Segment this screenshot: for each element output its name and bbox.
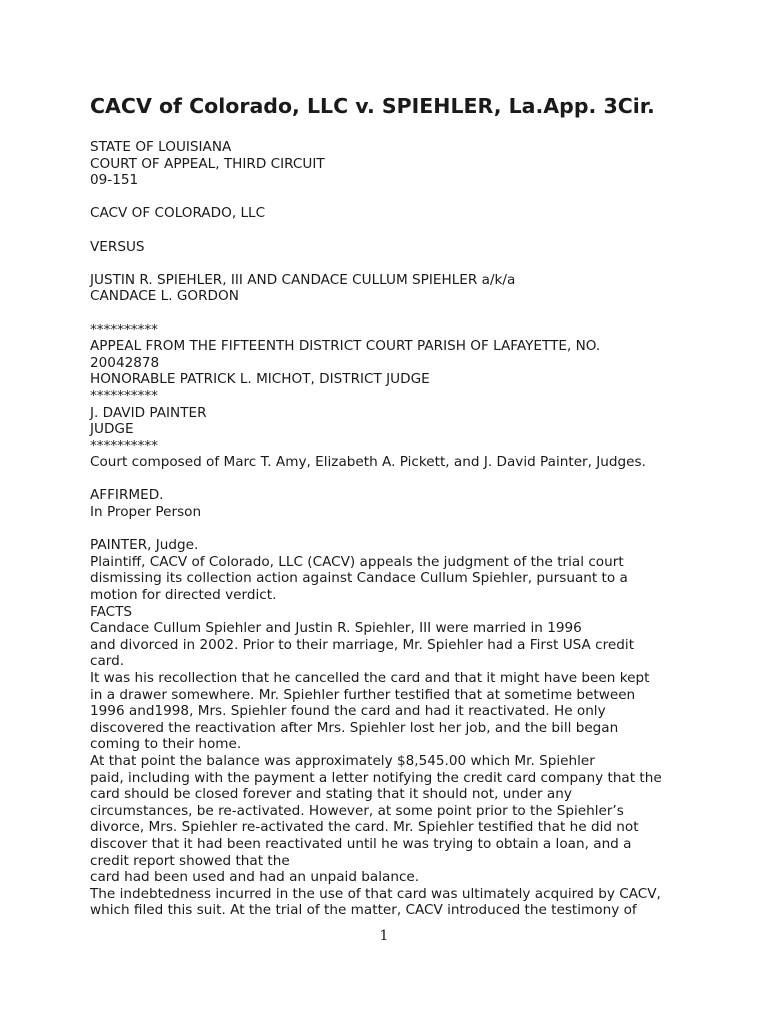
text-line: STATE OF LOUISIANA [90,139,232,155]
text-line: divorce, Mrs. Spiehler re-activated the card. Mr. Spiehler testified that he did not [90,819,639,836]
text-line: At that point the balance was approximately $8,545.00 which Mr. Spiehler [90,752,595,769]
text-line: which filed this suit. At the trial of the matter, CACV introduced the testimony of [90,902,637,919]
blank-line [90,222,690,239]
blank-line [90,255,690,272]
text-line: HONORABLE PATRICK L. MICHOT, DISTRICT JUDGE [90,371,430,388]
text-line: ********** [90,321,158,338]
text-line: Candace Cullum Spiehler and Justin R. Spiehler, III were married in 1996 [90,620,582,637]
text-line: circumstances, be re-activated. However, at some point prior to the Spiehler’s [90,802,624,819]
blank-line [90,189,690,206]
text-line: In Proper Person [90,504,202,521]
text-line: discovered the reactivation after Mrs. Spiehler lost her job, and the bill began [90,719,619,736]
text-line: JUDGE [90,421,134,438]
text-line: It was his recollection that he cancelled the card and that it might have been kept [90,670,650,686]
text-line: and divorced in 2002. Prior to their marriage, Mr. Spiehler had a First USA credit [90,636,635,653]
text-line: credit report showed that the [90,852,290,869]
text-line: COURT OF APPEAL, THIRD CIRCUIT [90,155,325,172]
text-line: motion for directed verdict. [90,587,277,604]
text-line: AFFIRMED. [90,487,164,504]
text-line: The indebtedness incurred in the use of that card was ultimately acquired by CACV, [90,885,661,902]
text-line: Court composed of Marc T. Amy, Elizabeth A. Pickett, and J. David Painter, Judges. [90,454,646,471]
text-line: card should be closed forever and stating that it should not, under any [90,786,572,803]
page-number: 1 [379,928,389,944]
text-line: paid, including with the payment a letter notifying the credit card company that the [90,769,662,786]
document-body [90,139,690,919]
document-title: CACV of Colorado, LLC v. SPIEHLER, La.App. 3Cir. [90,94,655,118]
text-line: 20042878 [90,354,160,371]
text-line: dismissing its collection action against Candace Cullum Spiehler, pursuant to a [90,570,628,587]
text-line: card. [90,653,125,670]
text-line: Plaintiff, CACV of Colorado, LLC (CACV) appeals the judgment of the trial court [90,553,624,570]
blank-line [90,305,690,322]
text-line: ********** [90,437,158,454]
text-line: 1996 and1998, Mrs. Spiehler found the card and had it reactivated. He only [90,703,606,720]
text-line: PAINTER, Judge. [90,537,199,554]
blank-line [90,521,690,538]
text-line: 09-151 [90,172,139,189]
text-line: ********** [90,387,158,404]
blank-line [90,471,690,488]
text-line: APPEAL FROM THE FIFTEENTH DISTRICT COURT PARISH OF LAFAYETTE, NO. [90,338,601,355]
text-line: CANDACE L. GORDON [90,288,239,305]
text-line: coming to their home. [90,736,242,753]
text-line: JUSTIN R. SPIEHLER, III AND CANDACE CULLUM SPIEHLER a/k/a [90,271,516,288]
text-line: card had been used and had an unpaid balance. [90,869,420,886]
text-line: in a drawer somewhere. Mr. Spiehler further testified that at sometime between [90,686,636,703]
text-line: discover that it had been reactivated until he was trying to obtain a loan, and a [90,835,632,852]
text-line: CACV OF COLORADO, LLC [90,205,266,222]
text-line: VERSUS [90,238,145,255]
text-line: J. DAVID PAINTER [90,404,207,421]
text-line: FACTS [90,603,133,620]
